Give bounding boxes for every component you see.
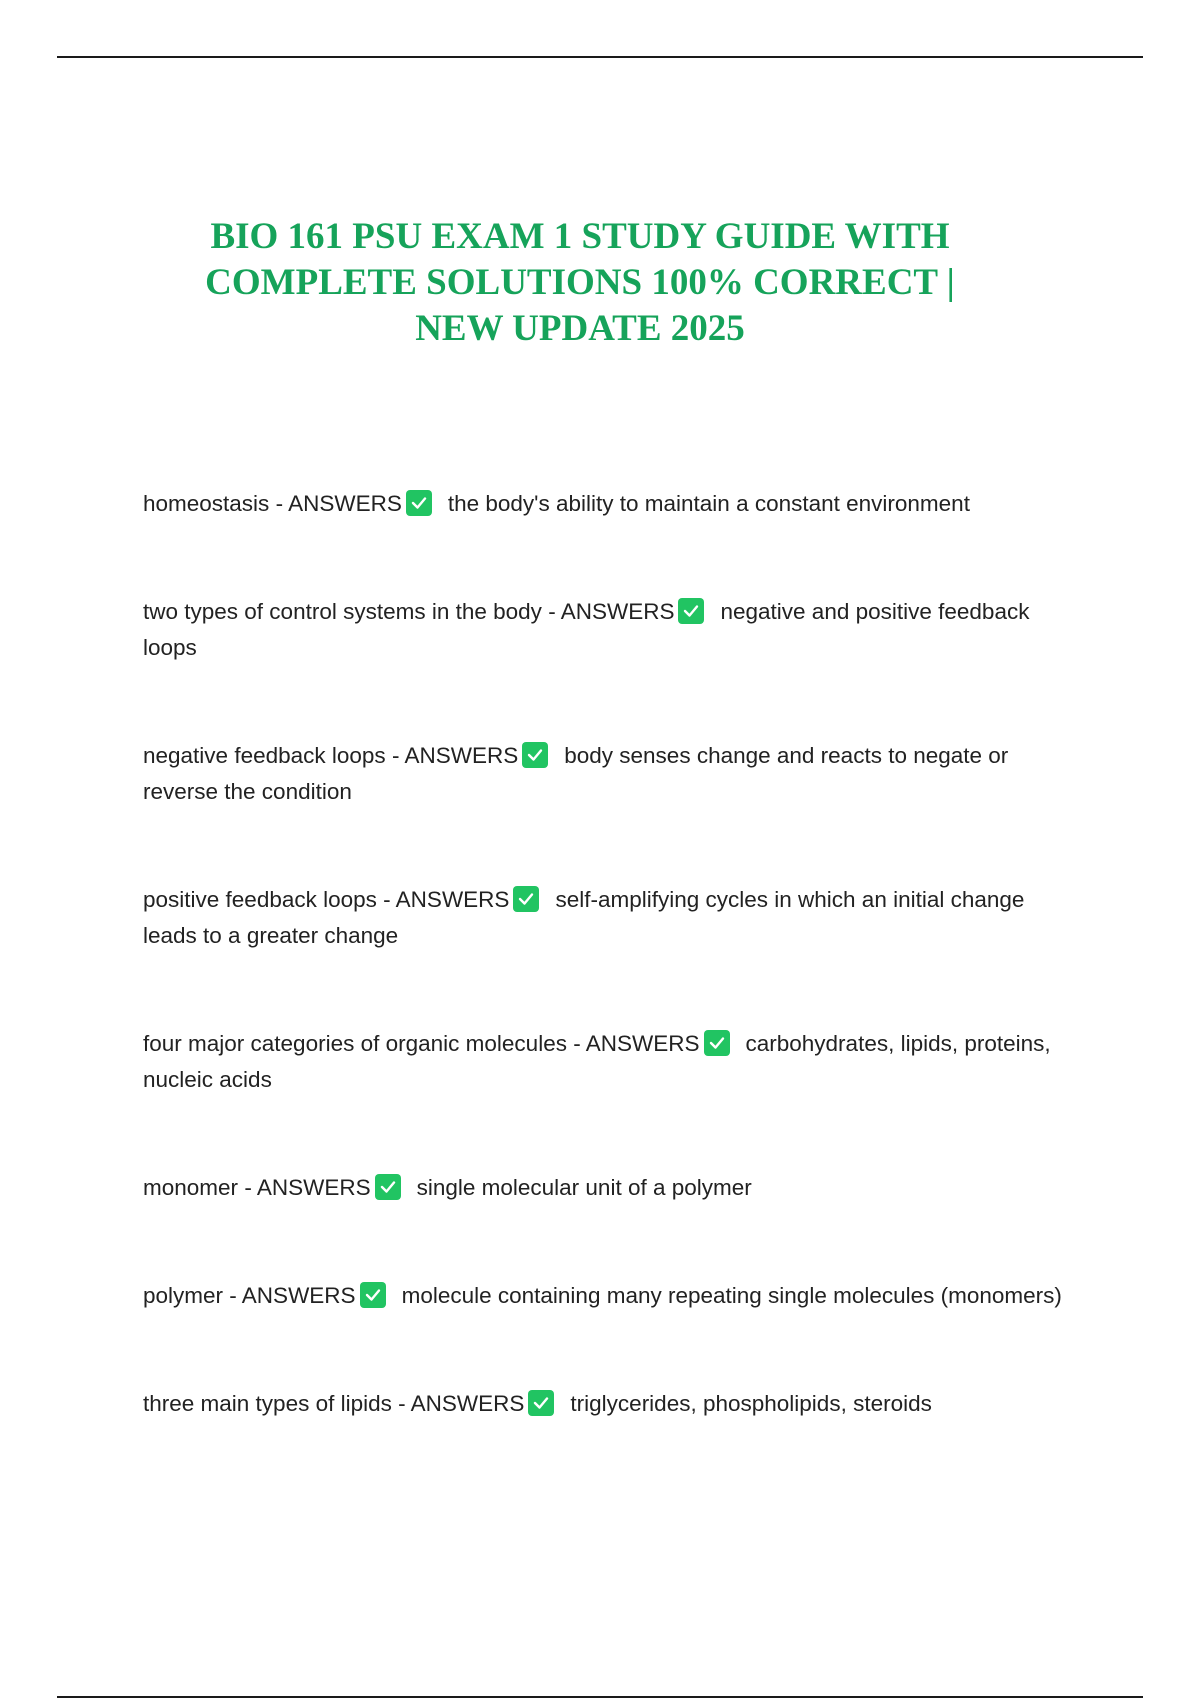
green-checkbox-icon (375, 1174, 401, 1200)
green-checkbox-icon (528, 1390, 554, 1416)
answers-label: - ANSWERS (275, 491, 402, 516)
qa-answer: self-amplifying cycles in which an initial change leads to a greater change (143, 887, 1025, 948)
qa-term: two types of control systems in the body (143, 599, 542, 624)
qa-term: polymer (143, 1283, 224, 1308)
qa-item (143, 1026, 1073, 1098)
qa-item (143, 486, 1073, 522)
answers-label: - ANSWERS (383, 887, 510, 912)
answers-label: - ANSWERS (244, 1175, 371, 1200)
qa-term: four major categories of organic molecules (143, 1031, 567, 1056)
qa-answer: single molecular unit of a polymer (416, 1175, 752, 1200)
title-line-2: COMPLETE SOLUTIONS 100% CORRECT | (205, 262, 955, 303)
green-checkbox-icon (522, 742, 548, 768)
document-title (130, 214, 1030, 352)
green-checkbox-icon (360, 1282, 386, 1308)
qa-answer: the body's ability to maintain a constant environment (447, 491, 970, 516)
answers-label: - ANSWERS (548, 599, 675, 624)
answers-label: - ANSWERS (398, 1391, 525, 1416)
qa-term: three main types of lipids (143, 1391, 392, 1416)
green-checkbox-icon (678, 598, 704, 624)
answers-label: - ANSWERS (573, 1031, 700, 1056)
qa-list (143, 486, 1073, 1494)
qa-item (143, 1386, 1073, 1422)
qa-term: positive feedback loops (143, 887, 377, 912)
qa-term: monomer (143, 1175, 239, 1200)
qa-item (143, 594, 1073, 666)
title-line-3: NEW UPDATE 2025 (415, 308, 745, 349)
qa-answer: molecule containing many repeating single molecules (monomers) (401, 1283, 1062, 1308)
green-checkbox-icon (406, 490, 432, 516)
green-checkbox-icon (704, 1030, 730, 1056)
qa-answer: body senses change and reacts to negate or reverse the condition (143, 743, 1009, 804)
answers-label: - ANSWERS (391, 743, 519, 768)
qa-item (143, 738, 1073, 810)
title-line-1: BIO 161 PSU EXAM 1 STUDY GUIDE WITH (210, 216, 950, 257)
qa-answer: negative and positive feedback loops (143, 599, 1030, 660)
qa-term: homeostasis (143, 491, 270, 516)
answers-label: - ANSWERS (229, 1283, 356, 1308)
qa-answer: carbohydrates, lipids, proteins, nucleic acids (143, 1031, 1051, 1092)
qa-item (143, 882, 1073, 954)
qa-term: negative feedback loops (143, 743, 386, 768)
qa-answer: triglycerides, phospholipids, steroids (570, 1391, 932, 1416)
green-checkbox-icon (513, 886, 539, 912)
qa-item (143, 1170, 1073, 1206)
qa-item (143, 1278, 1073, 1314)
top-rule (57, 56, 1143, 58)
bottom-rule (57, 1696, 1143, 1698)
